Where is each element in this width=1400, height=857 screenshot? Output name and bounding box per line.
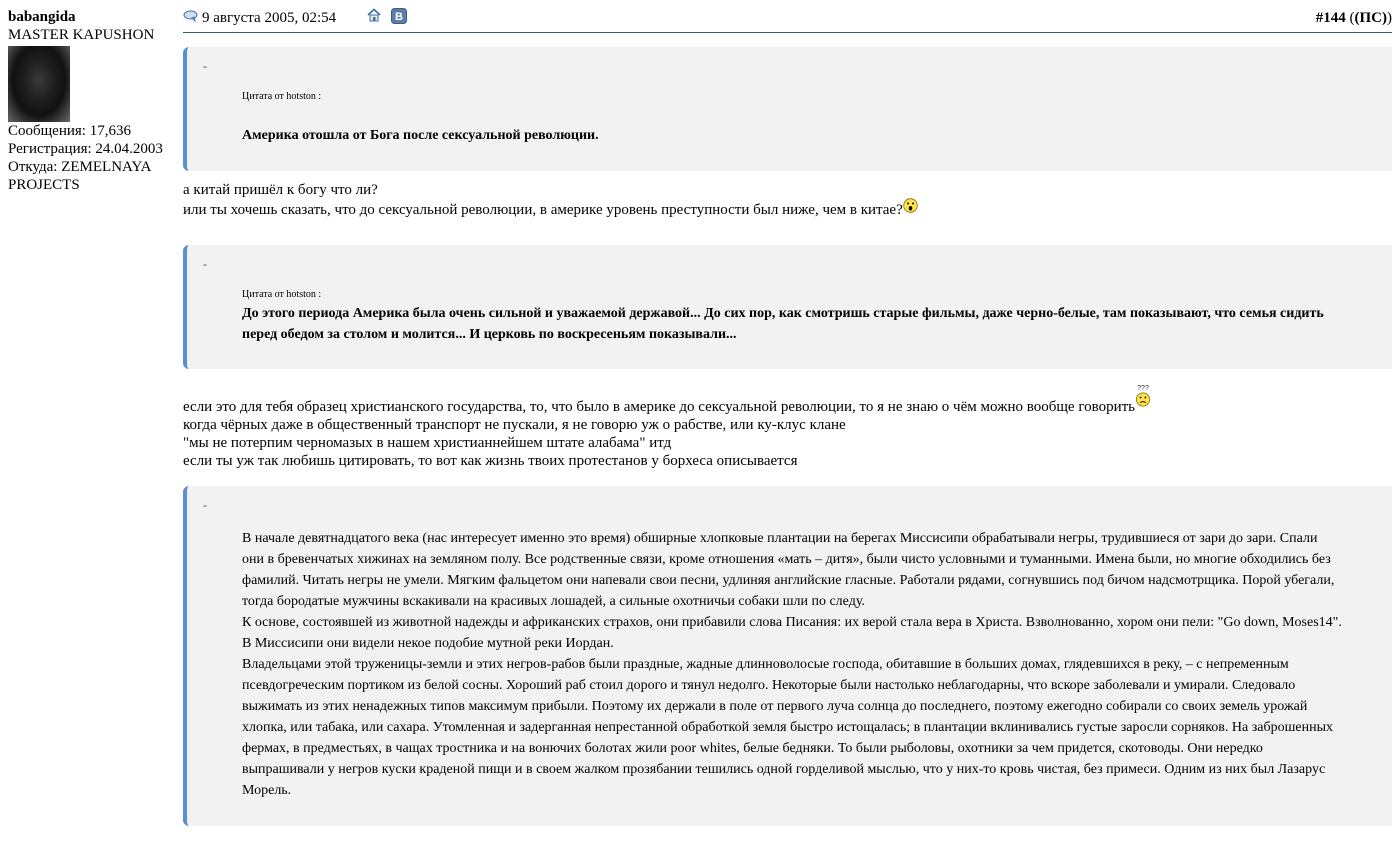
body-line-with-smiley <box>183 387 1392 416</box>
quote-block-3 <box>183 486 1392 826</box>
user-title: MASTER KAPUSHON <box>8 27 155 43</box>
user-sidebar <box>8 8 180 194</box>
user-location-2: PROJECTS <box>8 177 80 193</box>
quote-dash: - <box>203 59 207 73</box>
quote-paragraph-3: Владельцами этой труженицы-земли и этих негров-рабов были праздные, жадные длинноволосые господа, обитавшие в больших домах, глядевшихся в реку, – с непременным псевдогреческим портиком из белой сосны. Хороший раб стоил дорого и тянул недолго. Некоторые были настолько неблагодарны, что вскоре заболевали и умирали. Следовало выжимать из этих ненадежных типов максимум прибыли. Поэтому их держали в поле от первого луча солнца до последнего, поэтому ежегодно собирали со своих земель урожай хлопка, или табака, или сахара. Утомленная и задерганная непрестанной обработкой земля быстро истощалась; в плантации вклинивались густые заросли сорняков. На заброшенных фермах, в предместьях, в чащах тростника и на вонючих болотах жили poor whites, белые бедняки. То были рыболовы, охотники за чем придется, скотоводы. Они нередко выпрашивали у негров куски краденой пищи и в своем жалком прозябании тешились одной горделивой мыслью, что у них-то кровь чистая, без примеси. Одним из них был Лазарус Морель. <box>242 657 1333 798</box>
avatar[interactable] <box>8 46 70 122</box>
username-link[interactable]: babangida <box>8 9 76 25</box>
user-posts: Сообщения: 17,636 <box>8 123 131 139</box>
post-actions <box>367 8 413 29</box>
post-number-link[interactable]: #144 <box>1315 10 1346 26</box>
quote-cite: Цитата от hotston : <box>242 289 322 300</box>
post-extra-link[interactable]: (ПС) <box>1354 10 1387 26</box>
post-body-2 <box>183 387 1392 470</box>
user-registration: Регистрация: 24.04.2003 <box>8 141 163 157</box>
quote-cite: Цитата от hotston : <box>242 91 322 102</box>
quote-dash: - <box>203 257 207 271</box>
shocked-smiley-icon <box>903 198 918 218</box>
quote-paragraph-1: В начале девятнадцатого века (нас интересует именно это время) обширные хлопковые плантации на берегах Миссисипи обрабатывали негры, трудившиеся от зари до зари. Спали они в бревенчатых хижинах на земляном полу. Все родственные связи, кроме отношения «мать – дитя», были чисто условными и туманными. Имена были, но многие обходились без фамилий. Читать негры не умели. Мягким фальцетом они напевали свои песни, удлиняя английские гласные. Работали рядами, согнувшись под бичом надсмотрщика. Порой убегали, тогда бородатые мужчины вскакивали на красивых лошадей, а сильные охотничьи собаки шли по следу. <box>242 531 1335 609</box>
post-header <box>183 8 1392 33</box>
quote-text: До этого периода Америка была очень сильной и уважаемой державой... До сих пор, как смотришь старые фильмы, даже черно-белые, там показывают, что семья сидить перед обедом за столом и молится... И церковь по воскресеньям показывали... <box>242 306 1324 342</box>
quote-dash: - <box>203 498 207 512</box>
user-location: Откуда: ZEMELNAYA <box>8 159 152 175</box>
body-line: или ты хочешь сказать, что до сексуальной революции, в америке уровень преступности был ниже, чем в китае? <box>183 202 903 218</box>
quote-paragraph-2: К основе, состоявшей из животной надежды и африканских страхов, они прибавили слова Писания: их верой стала вера в Христа. Взволнованно, хором они пели: "Go down, Moses14". В Миссисипи они видели некое подобие мутной реки Иордан. <box>242 615 1342 651</box>
post-date: 9 августа 2005, 02:54 <box>202 10 337 26</box>
post-icon <box>183 10 198 27</box>
confused-smiley-icon <box>1135 384 1151 413</box>
body-line: "мы не потерпим черномазых в нашем христианнейшем штате алабама" итд <box>183 435 672 451</box>
body-line: если это для тебя образец христианского государства, то, что было в америке до сексуальной революции, то я не знаю о чём можно вообще говорить <box>183 399 1136 415</box>
vk-icon[interactable] <box>391 8 407 29</box>
svg-text:???: ??? <box>1137 385 1149 392</box>
post-body-1 <box>183 181 1392 219</box>
post-number-wrap: #144 ((ПС)) <box>1315 10 1392 26</box>
body-line: а китай пришёл к богу что ли? <box>183 182 378 198</box>
body-line-with-smiley <box>183 199 1392 219</box>
quote-paragraph <box>242 528 1342 801</box>
quote-text: Америка отошла от Бога после сексуальной революции. <box>242 128 599 143</box>
body-line: когда чёрных даже в общественный транспорт не пускали, я не говорю уж о рабстве, или ку-клус клане <box>183 417 846 433</box>
body-line: если ты уж так любишь цитировать, то вот как жизнь твоих протестанов у борхеса описывается <box>183 453 798 469</box>
quote-block-1 <box>183 47 1392 171</box>
quote-block-2 <box>183 245 1392 369</box>
svg-text:B: B <box>394 11 403 23</box>
home-icon[interactable] <box>367 8 381 27</box>
post-date-wrap <box>183 10 336 27</box>
